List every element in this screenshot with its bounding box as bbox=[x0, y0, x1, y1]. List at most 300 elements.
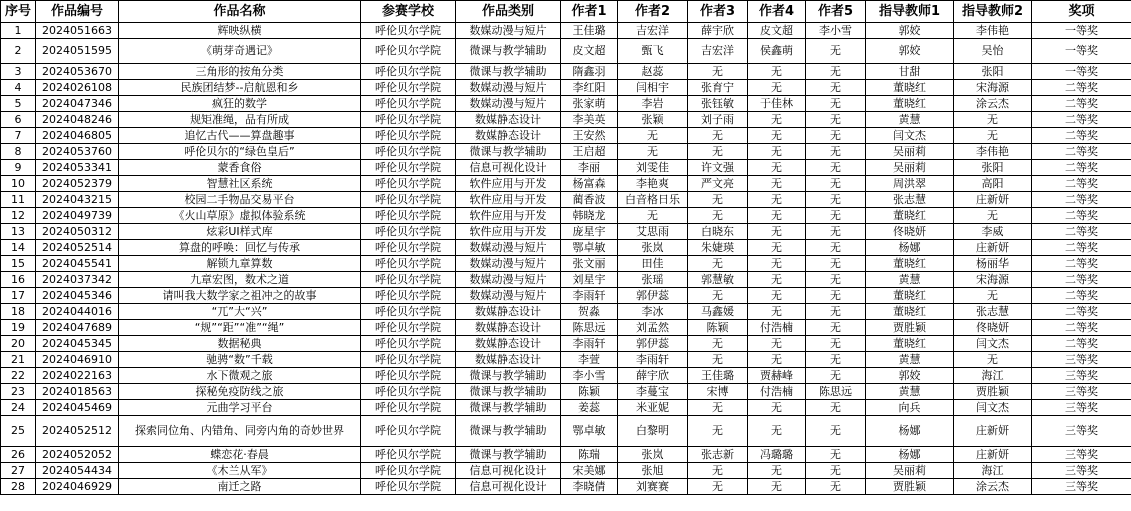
cell-category: 微课与教学辅助 bbox=[456, 39, 561, 64]
cell-author-1: 皮文超 bbox=[561, 39, 618, 64]
table-row bbox=[1, 416, 1131, 447]
cell-author-1: 庞星宇 bbox=[561, 224, 618, 240]
cell-author-3: 薛宇欣 bbox=[688, 23, 748, 39]
cell-author-5: 无 bbox=[806, 304, 866, 320]
cell-id: 2024054434 bbox=[36, 463, 119, 479]
cell-advisor-1: 贾胜颖 bbox=[866, 479, 954, 495]
cell-award: 一等奖 bbox=[1032, 39, 1131, 64]
cell-title: 《木兰从军》 bbox=[119, 463, 361, 479]
table-row bbox=[1, 400, 1131, 416]
cell-award: 二等奖 bbox=[1032, 272, 1131, 288]
cell-author-4: 付浩楠 bbox=[748, 320, 806, 336]
cell-author-1: 鄂卓敏 bbox=[561, 240, 618, 256]
cell-author-2: 无 bbox=[618, 208, 688, 224]
cell-id: 2024052052 bbox=[36, 447, 119, 463]
cell-advisor-1: 董晓红 bbox=[866, 304, 954, 320]
cell-author-4: 无 bbox=[748, 160, 806, 176]
cell-id: 2024047346 bbox=[36, 96, 119, 112]
cell-advisor-2: 高阳 bbox=[954, 176, 1032, 192]
cell-advisor-2: 庄新妍 bbox=[954, 240, 1032, 256]
cell-author-2: 张岚 bbox=[618, 447, 688, 463]
cell-author-4: 贾赫峰 bbox=[748, 368, 806, 384]
cell-id: 2024026108 bbox=[36, 80, 119, 96]
cell-award: 三等奖 bbox=[1032, 447, 1131, 463]
cell-author-2: 无 bbox=[618, 128, 688, 144]
cell-category: 微课与教学辅助 bbox=[456, 400, 561, 416]
cell-author-5: 无 bbox=[806, 39, 866, 64]
cell-author-5: 无 bbox=[806, 352, 866, 368]
cell-title: 水下微观之旅 bbox=[119, 368, 361, 384]
cell-advisor-1: 董晓红 bbox=[866, 288, 954, 304]
cell-author-3: 白晓东 bbox=[688, 224, 748, 240]
cell-advisor-1: 张志慧 bbox=[866, 192, 954, 208]
cell-id: 2024045469 bbox=[36, 400, 119, 416]
cell-award: 二等奖 bbox=[1032, 256, 1131, 272]
cell-award: 三等奖 bbox=[1032, 463, 1131, 479]
cell-category: 信息可视化设计 bbox=[456, 160, 561, 176]
cell-award: 二等奖 bbox=[1032, 80, 1131, 96]
cell-category: 微课与教学辅助 bbox=[456, 447, 561, 463]
cell-school: 呼伦贝尔学院 bbox=[361, 336, 456, 352]
cell-author-5: 无 bbox=[806, 64, 866, 80]
cell-author-2: 白黎明 bbox=[618, 416, 688, 447]
cell-advisor-2: 张阳 bbox=[954, 160, 1032, 176]
cell-author-4: 无 bbox=[748, 112, 806, 128]
cell-seq: 2 bbox=[1, 39, 36, 64]
table-row bbox=[1, 320, 1131, 336]
cell-author-3: 许文强 bbox=[688, 160, 748, 176]
cell-id: 2024047689 bbox=[36, 320, 119, 336]
cell-title: 蒙香食俗 bbox=[119, 160, 361, 176]
cell-author-3: 吉宏洋 bbox=[688, 39, 748, 64]
cell-school: 呼伦贝尔学院 bbox=[361, 192, 456, 208]
cell-advisor-2: 无 bbox=[954, 288, 1032, 304]
cell-seq: 10 bbox=[1, 176, 36, 192]
cell-advisor-2: 无 bbox=[954, 128, 1032, 144]
cell-advisor-2: 海江 bbox=[954, 463, 1032, 479]
cell-category: 数媒静态设计 bbox=[456, 112, 561, 128]
cell-award: 二等奖 bbox=[1032, 208, 1131, 224]
cell-award: 二等奖 bbox=[1032, 160, 1131, 176]
cell-advisor-1: 黄慧 bbox=[866, 272, 954, 288]
cell-id: 2024052512 bbox=[36, 416, 119, 447]
cell-category: 软件应用与开发 bbox=[456, 224, 561, 240]
cell-title: 探索同位角、内错角、同旁内角的奇妙世界 bbox=[119, 416, 361, 447]
cell-author-2: 闫相宇 bbox=[618, 80, 688, 96]
cell-title: 校园二手物品交易平台 bbox=[119, 192, 361, 208]
cell-author-2: 薛宇欣 bbox=[618, 368, 688, 384]
cell-author-4: 无 bbox=[748, 80, 806, 96]
cell-seq: 16 bbox=[1, 272, 36, 288]
cell-category: 微课与教学辅助 bbox=[456, 144, 561, 160]
table-row bbox=[1, 368, 1131, 384]
cell-author-3: 朱婕瑛 bbox=[688, 240, 748, 256]
cell-seq: 7 bbox=[1, 128, 36, 144]
column-header-category: 作品类别 bbox=[456, 1, 561, 23]
cell-advisor-2: 李伟艳 bbox=[954, 144, 1032, 160]
cell-school: 呼伦贝尔学院 bbox=[361, 479, 456, 495]
cell-author-4: 无 bbox=[748, 64, 806, 80]
column-header-advisor-2: 指导教师2 bbox=[954, 1, 1032, 23]
cell-author-3: 无 bbox=[688, 208, 748, 224]
cell-advisor-1: 黄慧 bbox=[866, 112, 954, 128]
cell-author-3: 无 bbox=[688, 192, 748, 208]
cell-school: 呼伦贝尔学院 bbox=[361, 384, 456, 400]
cell-advisor-1: 闫文杰 bbox=[866, 128, 954, 144]
cell-author-3: 刘子雨 bbox=[688, 112, 748, 128]
cell-author-5: 陈思远 bbox=[806, 384, 866, 400]
column-header-award: 奖项 bbox=[1032, 1, 1131, 23]
cell-id: 2024053760 bbox=[36, 144, 119, 160]
table-row bbox=[1, 336, 1131, 352]
cell-author-3: 郭慧敏 bbox=[688, 272, 748, 288]
cell-author-4: 无 bbox=[748, 272, 806, 288]
cell-id: 2024046910 bbox=[36, 352, 119, 368]
table-row bbox=[1, 96, 1131, 112]
cell-category: 数媒静态设计 bbox=[456, 352, 561, 368]
cell-author-3: 无 bbox=[688, 288, 748, 304]
cell-title: 南迁之路 bbox=[119, 479, 361, 495]
cell-advisor-1: 吴丽莉 bbox=[866, 144, 954, 160]
table-row bbox=[1, 23, 1131, 39]
cell-author-2: 刘赛赛 bbox=[618, 479, 688, 495]
cell-seq: 21 bbox=[1, 352, 36, 368]
cell-author-2: 张瑶 bbox=[618, 272, 688, 288]
cell-seq: 17 bbox=[1, 288, 36, 304]
cell-advisor-2: 涂云杰 bbox=[954, 96, 1032, 112]
cell-author-5: 无 bbox=[806, 160, 866, 176]
cell-title: 解锁九章算数 bbox=[119, 256, 361, 272]
cell-author-2: 吉宏洋 bbox=[618, 23, 688, 39]
column-header-id: 作品编号 bbox=[36, 1, 119, 23]
cell-advisor-2: 宋海源 bbox=[954, 272, 1032, 288]
cell-advisor-1: 董晓红 bbox=[866, 336, 954, 352]
cell-author-3: 无 bbox=[688, 352, 748, 368]
cell-author-1: 鄂卓敏 bbox=[561, 416, 618, 447]
cell-school: 呼伦贝尔学院 bbox=[361, 288, 456, 304]
cell-author-3: 王佳璐 bbox=[688, 368, 748, 384]
table-row bbox=[1, 160, 1131, 176]
cell-advisor-1: 董晓红 bbox=[866, 208, 954, 224]
cell-author-2: 无 bbox=[618, 144, 688, 160]
cell-seq: 9 bbox=[1, 160, 36, 176]
cell-author-2: 郭伊蕊 bbox=[618, 288, 688, 304]
cell-seq: 6 bbox=[1, 112, 36, 128]
cell-author-4: 无 bbox=[748, 240, 806, 256]
table-row bbox=[1, 272, 1131, 288]
cell-seq: 5 bbox=[1, 96, 36, 112]
cell-title: 追忆古代——算盘趣事 bbox=[119, 128, 361, 144]
cell-award: 二等奖 bbox=[1032, 240, 1131, 256]
cell-category: 数媒静态设计 bbox=[456, 336, 561, 352]
cell-author-4: 无 bbox=[748, 400, 806, 416]
cell-award: 二等奖 bbox=[1032, 96, 1131, 112]
cell-school: 呼伦贝尔学院 bbox=[361, 272, 456, 288]
cell-school: 呼伦贝尔学院 bbox=[361, 447, 456, 463]
cell-id: 2024053670 bbox=[36, 64, 119, 80]
cell-school: 呼伦贝尔学院 bbox=[361, 160, 456, 176]
table-row bbox=[1, 479, 1131, 495]
cell-author-2: 郭伊蕊 bbox=[618, 336, 688, 352]
cell-author-3: 无 bbox=[688, 256, 748, 272]
cell-advisor-2: 庄新妍 bbox=[954, 447, 1032, 463]
cell-school: 呼伦贝尔学院 bbox=[361, 256, 456, 272]
cell-title: 三角形的按角分类 bbox=[119, 64, 361, 80]
cell-school: 呼伦贝尔学院 bbox=[361, 208, 456, 224]
column-header-author-4: 作者4 bbox=[748, 1, 806, 23]
cell-award: 二等奖 bbox=[1032, 128, 1131, 144]
column-header-advisor-1: 指导教师1 bbox=[866, 1, 954, 23]
cell-school: 呼伦贝尔学院 bbox=[361, 128, 456, 144]
column-header-seq: 序号 bbox=[1, 1, 36, 23]
cell-author-2: 刘雯佳 bbox=[618, 160, 688, 176]
cell-school: 呼伦贝尔学院 bbox=[361, 23, 456, 39]
cell-seq: 19 bbox=[1, 320, 36, 336]
cell-author-5: 无 bbox=[806, 176, 866, 192]
cell-author-2: 赵蕊 bbox=[618, 64, 688, 80]
cell-title: 《萌芽奇遇记》 bbox=[119, 39, 361, 64]
cell-advisor-2: 杨丽华 bbox=[954, 256, 1032, 272]
cell-id: 2024043215 bbox=[36, 192, 119, 208]
cell-author-5: 无 bbox=[806, 144, 866, 160]
cell-author-1: 陈瑞 bbox=[561, 447, 618, 463]
cell-author-5: 无 bbox=[806, 80, 866, 96]
table-row bbox=[1, 192, 1131, 208]
cell-author-2: 张旭 bbox=[618, 463, 688, 479]
cell-title: 疯狂的数学 bbox=[119, 96, 361, 112]
cell-category: 数媒静态设计 bbox=[456, 128, 561, 144]
cell-author-2: 白音格日乐 bbox=[618, 192, 688, 208]
cell-author-2: 李岩 bbox=[618, 96, 688, 112]
cell-category: 数媒动漫与短片 bbox=[456, 256, 561, 272]
cell-author-2: 李蔓宝 bbox=[618, 384, 688, 400]
cell-author-3: 宋博 bbox=[688, 384, 748, 400]
cell-author-4: 无 bbox=[748, 352, 806, 368]
cell-author-5: 无 bbox=[806, 400, 866, 416]
cell-seq: 22 bbox=[1, 368, 36, 384]
cell-author-3: 张育宁 bbox=[688, 80, 748, 96]
cell-seq: 24 bbox=[1, 400, 36, 416]
cell-author-4: 无 bbox=[748, 256, 806, 272]
cell-author-1: 刘星宇 bbox=[561, 272, 618, 288]
cell-id: 2024048246 bbox=[36, 112, 119, 128]
cell-author-3: 陈颖 bbox=[688, 320, 748, 336]
cell-category: 微课与教学辅助 bbox=[456, 416, 561, 447]
cell-school: 呼伦贝尔学院 bbox=[361, 352, 456, 368]
cell-award: 二等奖 bbox=[1032, 304, 1131, 320]
cell-author-4: 无 bbox=[748, 336, 806, 352]
cell-author-2: 米亚妮 bbox=[618, 400, 688, 416]
cell-seq: 4 bbox=[1, 80, 36, 96]
table-row bbox=[1, 144, 1131, 160]
cell-advisor-2: 闫文杰 bbox=[954, 400, 1032, 416]
cell-author-1: 李雨轩 bbox=[561, 288, 618, 304]
cell-advisor-2: 张志慧 bbox=[954, 304, 1032, 320]
table-body bbox=[1, 23, 1131, 495]
cell-school: 呼伦贝尔学院 bbox=[361, 224, 456, 240]
cell-advisor-1: 贾胜颖 bbox=[866, 320, 954, 336]
cell-author-4: 无 bbox=[748, 416, 806, 447]
table-row bbox=[1, 208, 1131, 224]
cell-seq: 25 bbox=[1, 416, 36, 447]
cell-award: 三等奖 bbox=[1032, 384, 1131, 400]
column-header-author-2: 作者2 bbox=[618, 1, 688, 23]
cell-author-3: 无 bbox=[688, 463, 748, 479]
cell-author-5: 无 bbox=[806, 112, 866, 128]
cell-author-4: 无 bbox=[748, 479, 806, 495]
cell-id: 2024018563 bbox=[36, 384, 119, 400]
cell-author-5: 无 bbox=[806, 288, 866, 304]
cell-author-1: 隋鑫羽 bbox=[561, 64, 618, 80]
cell-author-5: 无 bbox=[806, 128, 866, 144]
cell-author-3: 马鑫媛 bbox=[688, 304, 748, 320]
cell-author-3: 张钰敏 bbox=[688, 96, 748, 112]
cell-author-1: 李萱 bbox=[561, 352, 618, 368]
cell-title: 呼伦贝尔的“绿色皇后” bbox=[119, 144, 361, 160]
cell-author-1: 张家萌 bbox=[561, 96, 618, 112]
cell-advisor-1: 郭姣 bbox=[866, 23, 954, 39]
cell-seq: 23 bbox=[1, 384, 36, 400]
cell-school: 呼伦贝尔学院 bbox=[361, 64, 456, 80]
cell-author-1: 宋美娜 bbox=[561, 463, 618, 479]
cell-school: 呼伦贝尔学院 bbox=[361, 96, 456, 112]
cell-author-2: 张岚 bbox=[618, 240, 688, 256]
cell-seq: 15 bbox=[1, 256, 36, 272]
cell-category: 数媒静态设计 bbox=[456, 320, 561, 336]
cell-award: 二等奖 bbox=[1032, 192, 1131, 208]
cell-author-2: 田佳 bbox=[618, 256, 688, 272]
cell-author-4: 无 bbox=[748, 144, 806, 160]
cell-category: 信息可视化设计 bbox=[456, 479, 561, 495]
cell-category: 数媒动漫与短片 bbox=[456, 23, 561, 39]
cell-advisor-1: 周洪翠 bbox=[866, 176, 954, 192]
cell-category: 数媒静态设计 bbox=[456, 304, 561, 320]
cell-author-4: 冯璐璐 bbox=[748, 447, 806, 463]
cell-author-2: 张颖 bbox=[618, 112, 688, 128]
cell-category: 数媒动漫与短片 bbox=[456, 80, 561, 96]
cell-school: 呼伦贝尔学院 bbox=[361, 112, 456, 128]
cell-author-5: 无 bbox=[806, 224, 866, 240]
cell-author-1: 杨富森 bbox=[561, 176, 618, 192]
cell-id: 2024052379 bbox=[36, 176, 119, 192]
cell-author-2: 李艳爽 bbox=[618, 176, 688, 192]
table-row bbox=[1, 128, 1131, 144]
cell-title: 元曲学习平台 bbox=[119, 400, 361, 416]
cell-author-5: 无 bbox=[806, 256, 866, 272]
cell-award: 二等奖 bbox=[1032, 288, 1131, 304]
cell-category: 数媒动漫与短片 bbox=[456, 288, 561, 304]
cell-award: 二等奖 bbox=[1032, 112, 1131, 128]
cell-author-1: 贺淼 bbox=[561, 304, 618, 320]
cell-seq: 13 bbox=[1, 224, 36, 240]
cell-title: 驰骋“数”千载 bbox=[119, 352, 361, 368]
cell-title: 九章宏图，数术之道 bbox=[119, 272, 361, 288]
cell-title: 《火山草原》虚拟体验系统 bbox=[119, 208, 361, 224]
cell-author-2: 刘孟然 bbox=[618, 320, 688, 336]
cell-seq: 11 bbox=[1, 192, 36, 208]
cell-author-1: 姜蕊 bbox=[561, 400, 618, 416]
cell-seq: 27 bbox=[1, 463, 36, 479]
cell-author-5: 无 bbox=[806, 240, 866, 256]
table-row bbox=[1, 224, 1131, 240]
cell-award: 二等奖 bbox=[1032, 144, 1131, 160]
cell-author-5: 无 bbox=[806, 447, 866, 463]
cell-award: 三等奖 bbox=[1032, 352, 1131, 368]
cell-award: 一等奖 bbox=[1032, 64, 1131, 80]
table-row bbox=[1, 80, 1131, 96]
cell-advisor-2: 无 bbox=[954, 352, 1032, 368]
cell-author-5: 无 bbox=[806, 192, 866, 208]
cell-award: 二等奖 bbox=[1032, 176, 1131, 192]
cell-id: 2024045346 bbox=[36, 288, 119, 304]
table-row bbox=[1, 39, 1131, 64]
cell-advisor-2: 宋海源 bbox=[954, 80, 1032, 96]
cell-advisor-2: 李伟艳 bbox=[954, 23, 1032, 39]
cell-category: 软件应用与开发 bbox=[456, 176, 561, 192]
table-row bbox=[1, 352, 1131, 368]
cell-advisor-2: 庄新妍 bbox=[954, 416, 1032, 447]
cell-advisor-2: 涂云杰 bbox=[954, 479, 1032, 495]
table-row bbox=[1, 176, 1131, 192]
cell-advisor-1: 杨娜 bbox=[866, 240, 954, 256]
cell-advisor-1: 吴丽莉 bbox=[866, 463, 954, 479]
cell-title: 请叫我大数学家之祖冲之的故事 bbox=[119, 288, 361, 304]
cell-id: 2024046805 bbox=[36, 128, 119, 144]
table-row bbox=[1, 240, 1131, 256]
cell-category: 数媒动漫与短片 bbox=[456, 96, 561, 112]
cell-advisor-2: 贾胜颖 bbox=[954, 384, 1032, 400]
cell-school: 呼伦贝尔学院 bbox=[361, 304, 456, 320]
cell-author-4: 侯鑫萌 bbox=[748, 39, 806, 64]
cell-advisor-2: 无 bbox=[954, 112, 1032, 128]
cell-author-4: 无 bbox=[748, 288, 806, 304]
cell-school: 呼伦贝尔学院 bbox=[361, 240, 456, 256]
cell-award: 三等奖 bbox=[1032, 479, 1131, 495]
cell-author-3: 无 bbox=[688, 144, 748, 160]
cell-id: 2024046929 bbox=[36, 479, 119, 495]
cell-author-5: 无 bbox=[806, 479, 866, 495]
cell-award: 二等奖 bbox=[1032, 320, 1131, 336]
cell-title: 数据秘典 bbox=[119, 336, 361, 352]
cell-author-1: 韩晓龙 bbox=[561, 208, 618, 224]
cell-author-5: 无 bbox=[806, 96, 866, 112]
cell-award: 三等奖 bbox=[1032, 368, 1131, 384]
cell-award: 三等奖 bbox=[1032, 400, 1131, 416]
column-header-title: 作品名称 bbox=[119, 1, 361, 23]
cell-seq: 3 bbox=[1, 64, 36, 80]
cell-author-3: 张志新 bbox=[688, 447, 748, 463]
cell-advisor-2: 佟晓妍 bbox=[954, 320, 1032, 336]
cell-author-1: 李晓倩 bbox=[561, 479, 618, 495]
cell-category: 微课与教学辅助 bbox=[456, 64, 561, 80]
cell-advisor-1: 向兵 bbox=[866, 400, 954, 416]
cell-author-1: 蔺香波 bbox=[561, 192, 618, 208]
cell-author-1: 李美英 bbox=[561, 112, 618, 128]
cell-author-4: 无 bbox=[748, 128, 806, 144]
cell-advisor-1: 董晓红 bbox=[866, 80, 954, 96]
cell-advisor-1: 佟晓妍 bbox=[866, 224, 954, 240]
cell-author-5: 无 bbox=[806, 336, 866, 352]
table-row bbox=[1, 447, 1131, 463]
cell-category: 微课与教学辅助 bbox=[456, 384, 561, 400]
cell-advisor-2: 海江 bbox=[954, 368, 1032, 384]
cell-category: 数媒动漫与短片 bbox=[456, 240, 561, 256]
cell-seq: 18 bbox=[1, 304, 36, 320]
cell-advisor-2: 闫文杰 bbox=[954, 336, 1032, 352]
cell-advisor-1: 黄慧 bbox=[866, 352, 954, 368]
cell-author-1: 张文丽 bbox=[561, 256, 618, 272]
cell-id: 2024050312 bbox=[36, 224, 119, 240]
